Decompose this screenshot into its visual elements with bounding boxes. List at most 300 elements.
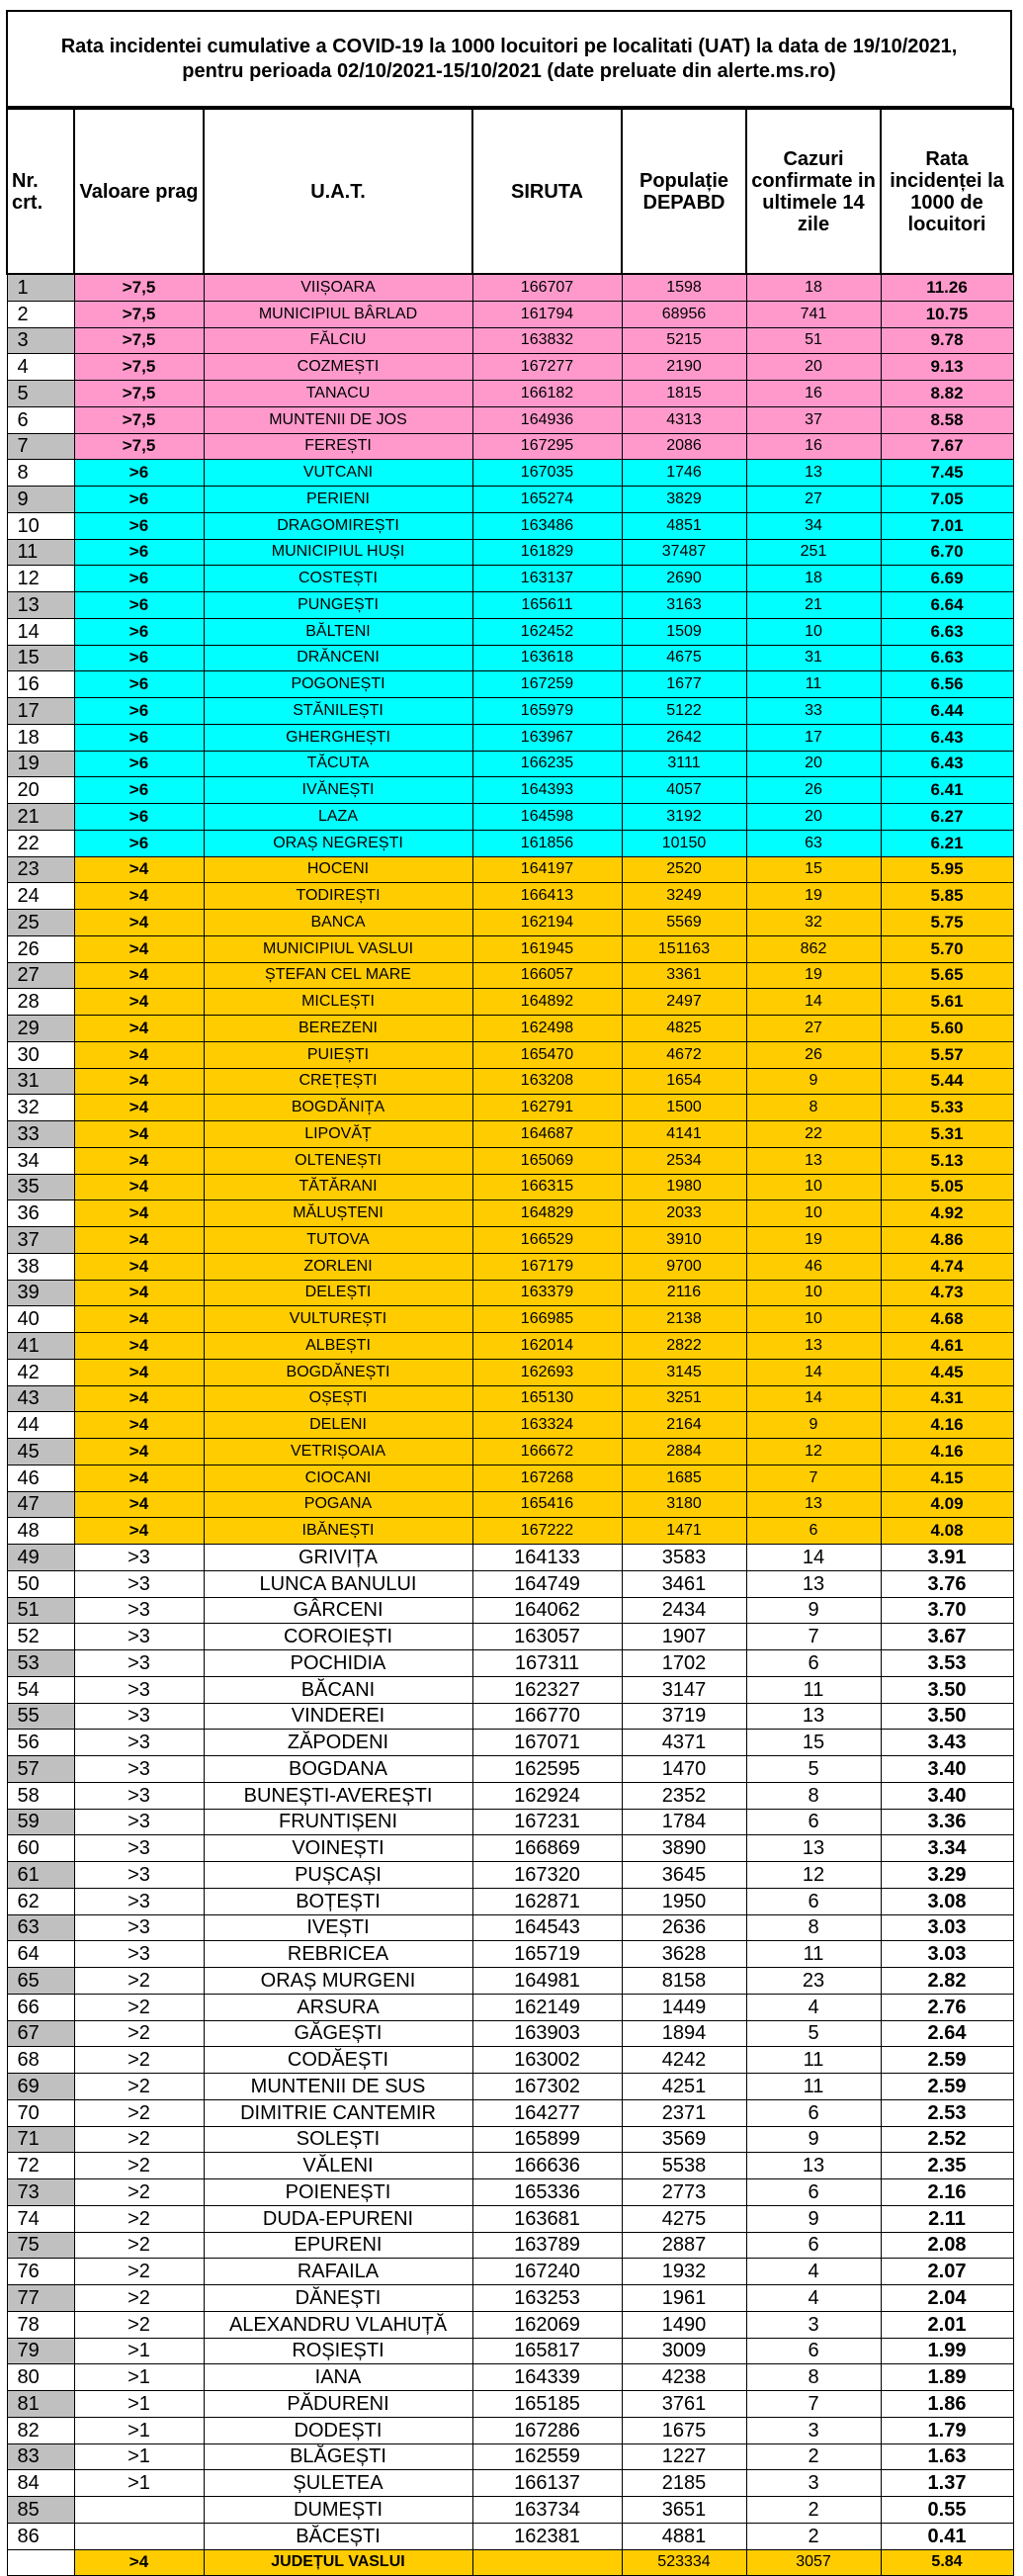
- row-cazuri: 2: [746, 2497, 881, 2524]
- row-nr: 19: [7, 751, 74, 777]
- row-uat: BOGDĂNEȘTI: [204, 1359, 472, 1385]
- table-row: [7, 2391, 1013, 2418]
- row-rata: 2.82: [881, 1968, 1013, 1995]
- row-nr: 7: [7, 433, 74, 460]
- row-rata: 1.63: [881, 2443, 1013, 2470]
- row-rata: 4.09: [881, 1491, 1013, 1518]
- row-prag: >3: [74, 1597, 204, 1624]
- row-uat: DRĂNCENI: [204, 645, 472, 671]
- row-siruta: 163208: [472, 1068, 622, 1095]
- row-prag: >1: [74, 2391, 204, 2418]
- row-populatie: 1702: [622, 1650, 746, 1677]
- row-populatie: 1784: [622, 1809, 746, 1835]
- row-prag: >4: [74, 1253, 204, 1280]
- row-prag: >7,5: [74, 381, 204, 407]
- row-prag: >6: [74, 645, 204, 671]
- row-rata: 7.45: [881, 460, 1013, 487]
- row-cazuri: 32: [746, 910, 881, 936]
- row-nr: 8: [7, 460, 74, 487]
- row-nr: 28: [7, 989, 74, 1016]
- row-siruta: 167311: [472, 1650, 622, 1677]
- row-prag: >1: [74, 2417, 204, 2443]
- row-populatie: 4825: [622, 1016, 746, 1042]
- row-cazuri: 34: [746, 512, 881, 539]
- row-prag: >2: [74, 2285, 204, 2312]
- row-cazuri: 16: [746, 381, 881, 407]
- row-nr: 52: [7, 1624, 74, 1650]
- row-populatie: 2371: [622, 2099, 746, 2126]
- row-rata: 4.16: [881, 1412, 1013, 1439]
- row-prag: >7,5: [74, 274, 204, 301]
- row-populatie: 1470: [622, 1756, 746, 1783]
- row-rata: 3.50: [881, 1676, 1013, 1703]
- row-cazuri: 16: [746, 433, 881, 460]
- row-siruta: 164133: [472, 1545, 622, 1571]
- row-cazuri: 13: [746, 1333, 881, 1360]
- row-siruta: 163681: [472, 2205, 622, 2232]
- row-prag: >2: [74, 2205, 204, 2232]
- table-row: [7, 1545, 1013, 1571]
- row-nr: 80: [7, 2364, 74, 2391]
- row-siruta: 166529: [472, 1227, 622, 1254]
- row-uat: LAZA: [204, 804, 472, 831]
- row-uat: CODĂEȘTI: [204, 2047, 472, 2074]
- row-uat: MUNICIPIUL HUȘI: [204, 539, 472, 566]
- row-nr: 24: [7, 883, 74, 910]
- table-row: [7, 1914, 1013, 1941]
- row-rata: 6.56: [881, 671, 1013, 698]
- row-cazuri: 13: [746, 1491, 881, 1518]
- row-populatie: 3147: [622, 1676, 746, 1703]
- row-nr: 54: [7, 1676, 74, 1703]
- row-nr: 81: [7, 2391, 74, 2418]
- row-prag: >4: [74, 989, 204, 1016]
- row-uat: PUIEȘTI: [204, 1041, 472, 1068]
- row-populatie: 1471: [622, 1518, 746, 1545]
- row-uat: VOINEȘTI: [204, 1835, 472, 1862]
- row-siruta: 162498: [472, 1016, 622, 1042]
- table-row: [7, 1835, 1013, 1862]
- row-rata: 4.61: [881, 1333, 1013, 1360]
- table-row: [7, 1174, 1013, 1200]
- row-cazuri: 8: [746, 1914, 881, 1941]
- row-rata: 6.63: [881, 645, 1013, 671]
- row-cazuri: 20: [746, 804, 881, 831]
- row-siruta: 165817: [472, 2338, 622, 2364]
- row-nr: 57: [7, 1756, 74, 1783]
- total-populatie: 523334: [622, 2549, 746, 2576]
- row-siruta: 167071: [472, 1730, 622, 1756]
- row-prag: >1: [74, 2470, 204, 2497]
- row-siruta: 164339: [472, 2364, 622, 2391]
- row-uat: ALEXANDRU VLAHUȚĂ: [204, 2311, 472, 2338]
- row-cazuri: 10: [746, 1200, 881, 1227]
- row-uat: COROIEȘTI: [204, 1624, 472, 1650]
- row-cazuri: 26: [746, 777, 881, 804]
- header-populatie: Populație DEPABD: [622, 109, 746, 274]
- row-populatie: 9700: [622, 1253, 746, 1280]
- table-row: [7, 381, 1013, 407]
- row-nr: 79: [7, 2338, 74, 2364]
- row-cazuri: 10: [746, 1306, 881, 1333]
- row-prag: >7,5: [74, 406, 204, 433]
- row-nr: 84: [7, 2470, 74, 2497]
- row-nr: 77: [7, 2285, 74, 2312]
- row-uat: HOCENI: [204, 856, 472, 883]
- row-cazuri: 7: [746, 1465, 881, 1491]
- row-cazuri: 63: [746, 830, 881, 856]
- row-prag: >6: [74, 460, 204, 487]
- row-rata: 6.70: [881, 539, 1013, 566]
- row-siruta: 165470: [472, 1041, 622, 1068]
- row-populatie: 5538: [622, 2153, 746, 2179]
- row-nr: 85: [7, 2497, 74, 2524]
- row-siruta: 167302: [472, 2074, 622, 2100]
- row-rata: 6.21: [881, 830, 1013, 856]
- row-nr: 11: [7, 539, 74, 566]
- row-siruta: 166636: [472, 2153, 622, 2179]
- row-nr: 37: [7, 1227, 74, 1254]
- row-rata: 1.37: [881, 2470, 1013, 2497]
- row-siruta: 164197: [472, 856, 622, 883]
- table-row: [7, 910, 1013, 936]
- row-populatie: 5569: [622, 910, 746, 936]
- row-siruta: 166770: [472, 1703, 622, 1730]
- row-prag: >2: [74, 2047, 204, 2074]
- table-row: [7, 460, 1013, 487]
- row-rata: 5.95: [881, 856, 1013, 883]
- row-rata: 5.85: [881, 883, 1013, 910]
- row-prag: >4: [74, 935, 204, 962]
- row-prag: >4: [74, 856, 204, 883]
- row-populatie: 2520: [622, 856, 746, 883]
- row-rata: 5.31: [881, 1121, 1013, 1148]
- row-nr: 31: [7, 1068, 74, 1095]
- row-uat: TĂTĂRANI: [204, 1174, 472, 1200]
- row-uat: IVEȘTI: [204, 1914, 472, 1941]
- row-uat: STĂNILEȘTI: [204, 698, 472, 725]
- row-prag: >6: [74, 566, 204, 592]
- row-nr: 40: [7, 1306, 74, 1333]
- row-rata: 5.70: [881, 935, 1013, 962]
- row-prag: >6: [74, 724, 204, 751]
- table-row: [7, 2470, 1013, 2497]
- row-prag: >2: [74, 1968, 204, 1995]
- row-populatie: 3651: [622, 2497, 746, 2524]
- row-nr: 12: [7, 566, 74, 592]
- row-rata: 5.65: [881, 962, 1013, 989]
- row-nr: 36: [7, 1200, 74, 1227]
- row-prag: >2: [74, 1994, 204, 2020]
- row-nr: 49: [7, 1545, 74, 1571]
- row-prag: >3: [74, 1730, 204, 1756]
- row-siruta: 165979: [472, 698, 622, 725]
- row-rata: 3.36: [881, 1809, 1013, 1835]
- row-rata: 5.60: [881, 1016, 1013, 1042]
- table-row: [7, 2259, 1013, 2285]
- table-row: [7, 274, 1013, 301]
- row-populatie: 2884: [622, 1439, 746, 1466]
- row-siruta: 167259: [472, 671, 622, 698]
- row-nr: 16: [7, 671, 74, 698]
- row-prag: >4: [74, 1068, 204, 1095]
- row-populatie: 4275: [622, 2205, 746, 2232]
- row-populatie: 3145: [622, 1359, 746, 1385]
- incidence-table: [6, 108, 1014, 2576]
- row-rata: 6.41: [881, 777, 1013, 804]
- row-cazuri: 11: [746, 2047, 881, 2074]
- table-row: [7, 856, 1013, 883]
- table-row: [7, 1280, 1013, 1306]
- row-uat: PUȘCAȘI: [204, 1862, 472, 1889]
- row-prag: >3: [74, 1545, 204, 1571]
- row-populatie: 3890: [622, 1835, 746, 1862]
- row-populatie: 3009: [622, 2338, 746, 2364]
- row-siruta: 166672: [472, 1439, 622, 1466]
- row-nr: 42: [7, 1359, 74, 1385]
- row-prag: >6: [74, 487, 204, 513]
- row-nr: 13: [7, 592, 74, 619]
- row-rata: 1.79: [881, 2417, 1013, 2443]
- row-populatie: 1980: [622, 1174, 746, 1200]
- table-row: [7, 2205, 1013, 2232]
- row-uat: FRUNTIȘENI: [204, 1809, 472, 1835]
- row-prag: >2: [74, 2179, 204, 2206]
- row-populatie: 3192: [622, 804, 746, 831]
- row-rata: 6.43: [881, 751, 1013, 777]
- row-uat: ZĂPODENI: [204, 1730, 472, 1756]
- row-rata: 1.99: [881, 2338, 1013, 2364]
- row-siruta: 162791: [472, 1095, 622, 1121]
- table-row: [7, 487, 1013, 513]
- row-cazuri: 6: [746, 1888, 881, 1914]
- row-cazuri: 6: [746, 1518, 881, 1545]
- row-populatie: 8158: [622, 1968, 746, 1995]
- row-prag: >4: [74, 1491, 204, 1518]
- row-uat: COZMEȘTI: [204, 354, 472, 381]
- table-row: [7, 830, 1013, 856]
- header-siruta: SIRUTA: [472, 109, 622, 274]
- row-prag: >6: [74, 618, 204, 645]
- row-rata: 6.69: [881, 566, 1013, 592]
- row-cazuri: 19: [746, 883, 881, 910]
- row-siruta: 162014: [472, 1333, 622, 1360]
- row-cazuri: 11: [746, 1676, 881, 1703]
- row-uat: MICLEȘTI: [204, 989, 472, 1016]
- row-uat: OȘEȘTI: [204, 1385, 472, 1412]
- row-nr: 4: [7, 354, 74, 381]
- row-cazuri: 13: [746, 2153, 881, 2179]
- row-cazuri: 19: [746, 962, 881, 989]
- row-nr: 71: [7, 2126, 74, 2153]
- row-siruta: 162327: [472, 1676, 622, 1703]
- row-populatie: 1654: [622, 1068, 746, 1095]
- row-populatie: 4238: [622, 2364, 746, 2391]
- row-prag: >3: [74, 1862, 204, 1889]
- row-uat: ORAȘ NEGREȘTI: [204, 830, 472, 856]
- table-row: [7, 1200, 1013, 1227]
- row-uat: VULTUREȘTI: [204, 1306, 472, 1333]
- row-nr: 53: [7, 1650, 74, 1677]
- row-uat: VĂLENI: [204, 2153, 472, 2179]
- row-populatie: 2033: [622, 1200, 746, 1227]
- row-nr: 59: [7, 1809, 74, 1835]
- row-cazuri: 18: [746, 274, 881, 301]
- row-uat: REBRICEA: [204, 1941, 472, 1968]
- row-cazuri: 19: [746, 1227, 881, 1254]
- row-rata: 5.44: [881, 1068, 1013, 1095]
- row-prag: >6: [74, 671, 204, 698]
- table-row: [7, 1253, 1013, 1280]
- table-row: [7, 645, 1013, 671]
- table-row: [7, 1306, 1013, 1333]
- row-nr: 43: [7, 1385, 74, 1412]
- row-prag: >2: [74, 2020, 204, 2047]
- row-rata: 7.01: [881, 512, 1013, 539]
- row-uat: POIENEȘTI: [204, 2179, 472, 2206]
- row-siruta: 164687: [472, 1121, 622, 1148]
- row-cazuri: 4: [746, 2259, 881, 2285]
- row-prag: >2: [74, 2232, 204, 2259]
- row-populatie: 4313: [622, 406, 746, 433]
- row-uat: BĂLTENI: [204, 618, 472, 645]
- row-uat: DĂNEȘTI: [204, 2285, 472, 2312]
- row-siruta: 164598: [472, 804, 622, 831]
- table-row: [7, 327, 1013, 354]
- row-cazuri: 10: [746, 618, 881, 645]
- row-cazuri: 14: [746, 1359, 881, 1385]
- row-siruta: 162595: [472, 1756, 622, 1783]
- row-cazuri: 8: [746, 1095, 881, 1121]
- row-uat: GĂGEȘTI: [204, 2020, 472, 2047]
- row-prag: >2: [74, 2153, 204, 2179]
- table-row: [7, 2020, 1013, 2047]
- row-populatie: 2138: [622, 1306, 746, 1333]
- table-row: [7, 1041, 1013, 1068]
- row-uat: GÂRCENI: [204, 1597, 472, 1624]
- row-nr: 51: [7, 1597, 74, 1624]
- row-cazuri: 8: [746, 2364, 881, 2391]
- row-uat: ARSURA: [204, 1994, 472, 2020]
- row-prag: >3: [74, 1570, 204, 1597]
- row-nr: 35: [7, 1174, 74, 1200]
- row-populatie: 2690: [622, 566, 746, 592]
- row-uat: ZORLENI: [204, 1253, 472, 1280]
- table-row: [7, 1359, 1013, 1385]
- row-siruta: 163253: [472, 2285, 622, 2312]
- row-rata: 4.15: [881, 1465, 1013, 1491]
- header-cazuri: Cazuri confirmate in ultimele 14 zile: [746, 109, 881, 274]
- table-row: [7, 1676, 1013, 1703]
- table-row: [7, 2364, 1013, 2391]
- row-siruta: 167179: [472, 1253, 622, 1280]
- table-row: [7, 1147, 1013, 1174]
- table-row: [7, 989, 1013, 1016]
- row-nr: 18: [7, 724, 74, 751]
- row-nr: 75: [7, 2232, 74, 2259]
- row-prag: >3: [74, 1809, 204, 1835]
- row-prag: >4: [74, 1280, 204, 1306]
- report-sheet: [6, 10, 1012, 2576]
- row-nr: 5: [7, 381, 74, 407]
- row-uat: GRIVIȚA: [204, 1545, 472, 1571]
- row-prag: >2: [74, 2311, 204, 2338]
- row-nr: 26: [7, 935, 74, 962]
- row-prag: >3: [74, 1624, 204, 1650]
- row-rata: 6.27: [881, 804, 1013, 831]
- row-populatie: 1490: [622, 2311, 746, 2338]
- row-populatie: 4251: [622, 2074, 746, 2100]
- table-row: [7, 671, 1013, 698]
- row-nr: 10: [7, 512, 74, 539]
- row-prag: >6: [74, 777, 204, 804]
- table-row: [7, 962, 1013, 989]
- row-nr: 76: [7, 2259, 74, 2285]
- row-nr: 50: [7, 1570, 74, 1597]
- row-populatie: 1950: [622, 1888, 746, 1914]
- row-prag: >4: [74, 1227, 204, 1254]
- row-uat: MĂLUȘTENI: [204, 1200, 472, 1227]
- row-cazuri: 3: [746, 2417, 881, 2443]
- row-cazuri: 9: [746, 1597, 881, 1624]
- row-uat: VINDEREI: [204, 1703, 472, 1730]
- row-uat: RAFAILA: [204, 2259, 472, 2285]
- row-siruta: 163734: [472, 2497, 622, 2524]
- row-rata: 2.53: [881, 2099, 1013, 2126]
- row-populatie: 10150: [622, 830, 746, 856]
- row-prag: >4: [74, 910, 204, 936]
- row-siruta: 166137: [472, 2470, 622, 2497]
- row-uat: POCHIDIA: [204, 1650, 472, 1677]
- table-row: [7, 2285, 1013, 2312]
- row-cazuri: 6: [746, 2338, 881, 2364]
- row-cazuri: 11: [746, 2074, 881, 2100]
- row-rata: 3.76: [881, 1570, 1013, 1597]
- row-siruta: 167035: [472, 460, 622, 487]
- row-siruta: 163789: [472, 2232, 622, 2259]
- row-nr: 78: [7, 2311, 74, 2338]
- row-populatie: 2434: [622, 1597, 746, 1624]
- row-rata: 2.01: [881, 2311, 1013, 2338]
- row-nr: 6: [7, 406, 74, 433]
- row-prag: >7,5: [74, 301, 204, 327]
- row-nr: 14: [7, 618, 74, 645]
- table-row: [7, 1518, 1013, 1545]
- row-prag: [74, 2497, 204, 2524]
- row-rata: 2.16: [881, 2179, 1013, 2206]
- row-uat: IBĂNEȘTI: [204, 1518, 472, 1545]
- row-siruta: 165336: [472, 2179, 622, 2206]
- row-nr: 66: [7, 1994, 74, 2020]
- table-row: [7, 1756, 1013, 1783]
- row-nr: 62: [7, 1888, 74, 1914]
- row-populatie: 2116: [622, 1280, 746, 1306]
- row-prag: >2: [74, 2099, 204, 2126]
- row-nr: 73: [7, 2179, 74, 2206]
- row-rata: 3.03: [881, 1914, 1013, 1941]
- table-row: [7, 512, 1013, 539]
- row-prag: >4: [74, 1306, 204, 1333]
- total-rata: 5.84: [881, 2549, 1013, 2576]
- row-prag: >2: [74, 2074, 204, 2100]
- row-rata: 4.31: [881, 1385, 1013, 1412]
- row-uat: VIIȘOARA: [204, 274, 472, 301]
- row-siruta: 162924: [472, 1782, 622, 1809]
- table-row: [7, 618, 1013, 645]
- row-rata: 2.59: [881, 2047, 1013, 2074]
- row-populatie: 2773: [622, 2179, 746, 2206]
- row-rata: 6.44: [881, 698, 1013, 725]
